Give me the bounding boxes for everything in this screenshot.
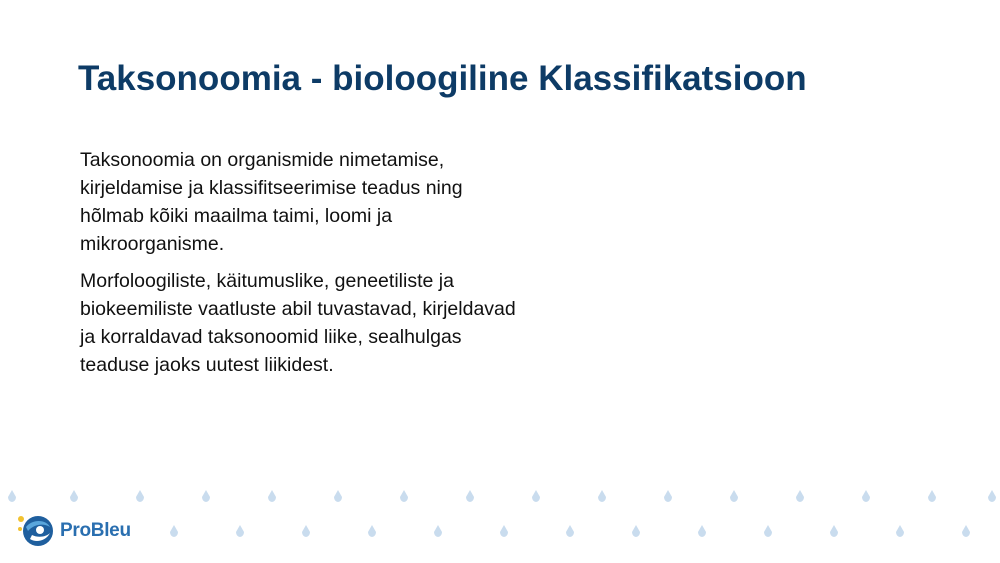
brand-name: ProBleu <box>60 520 131 541</box>
brand-logo <box>16 513 131 549</box>
probleu-logo-icon <box>16 513 56 549</box>
slide-body <box>80 146 520 388</box>
body-paragraph-1: Taksonoomia on organismide nimetamise, kirjeldamise ja klassifitseerimise teadus ning hõlmab kõiki maailma taimi, loomi ja mikroorganisme. <box>80 149 463 255</box>
body-paragraph-2: Morfoloogiliste, käitumuslike, geneetiliste ja biokeemiliste vaatluste abil tuvastavad, kirjeldavad ja korraldavad taksonoomid liike, sealhulgas teaduse jaoks uutest liikidest. <box>80 270 516 376</box>
slide-title: Taksonoomia - bioloogiline Klassifikatsioon <box>78 59 807 98</box>
decorative-dot-pattern <box>0 480 1000 563</box>
